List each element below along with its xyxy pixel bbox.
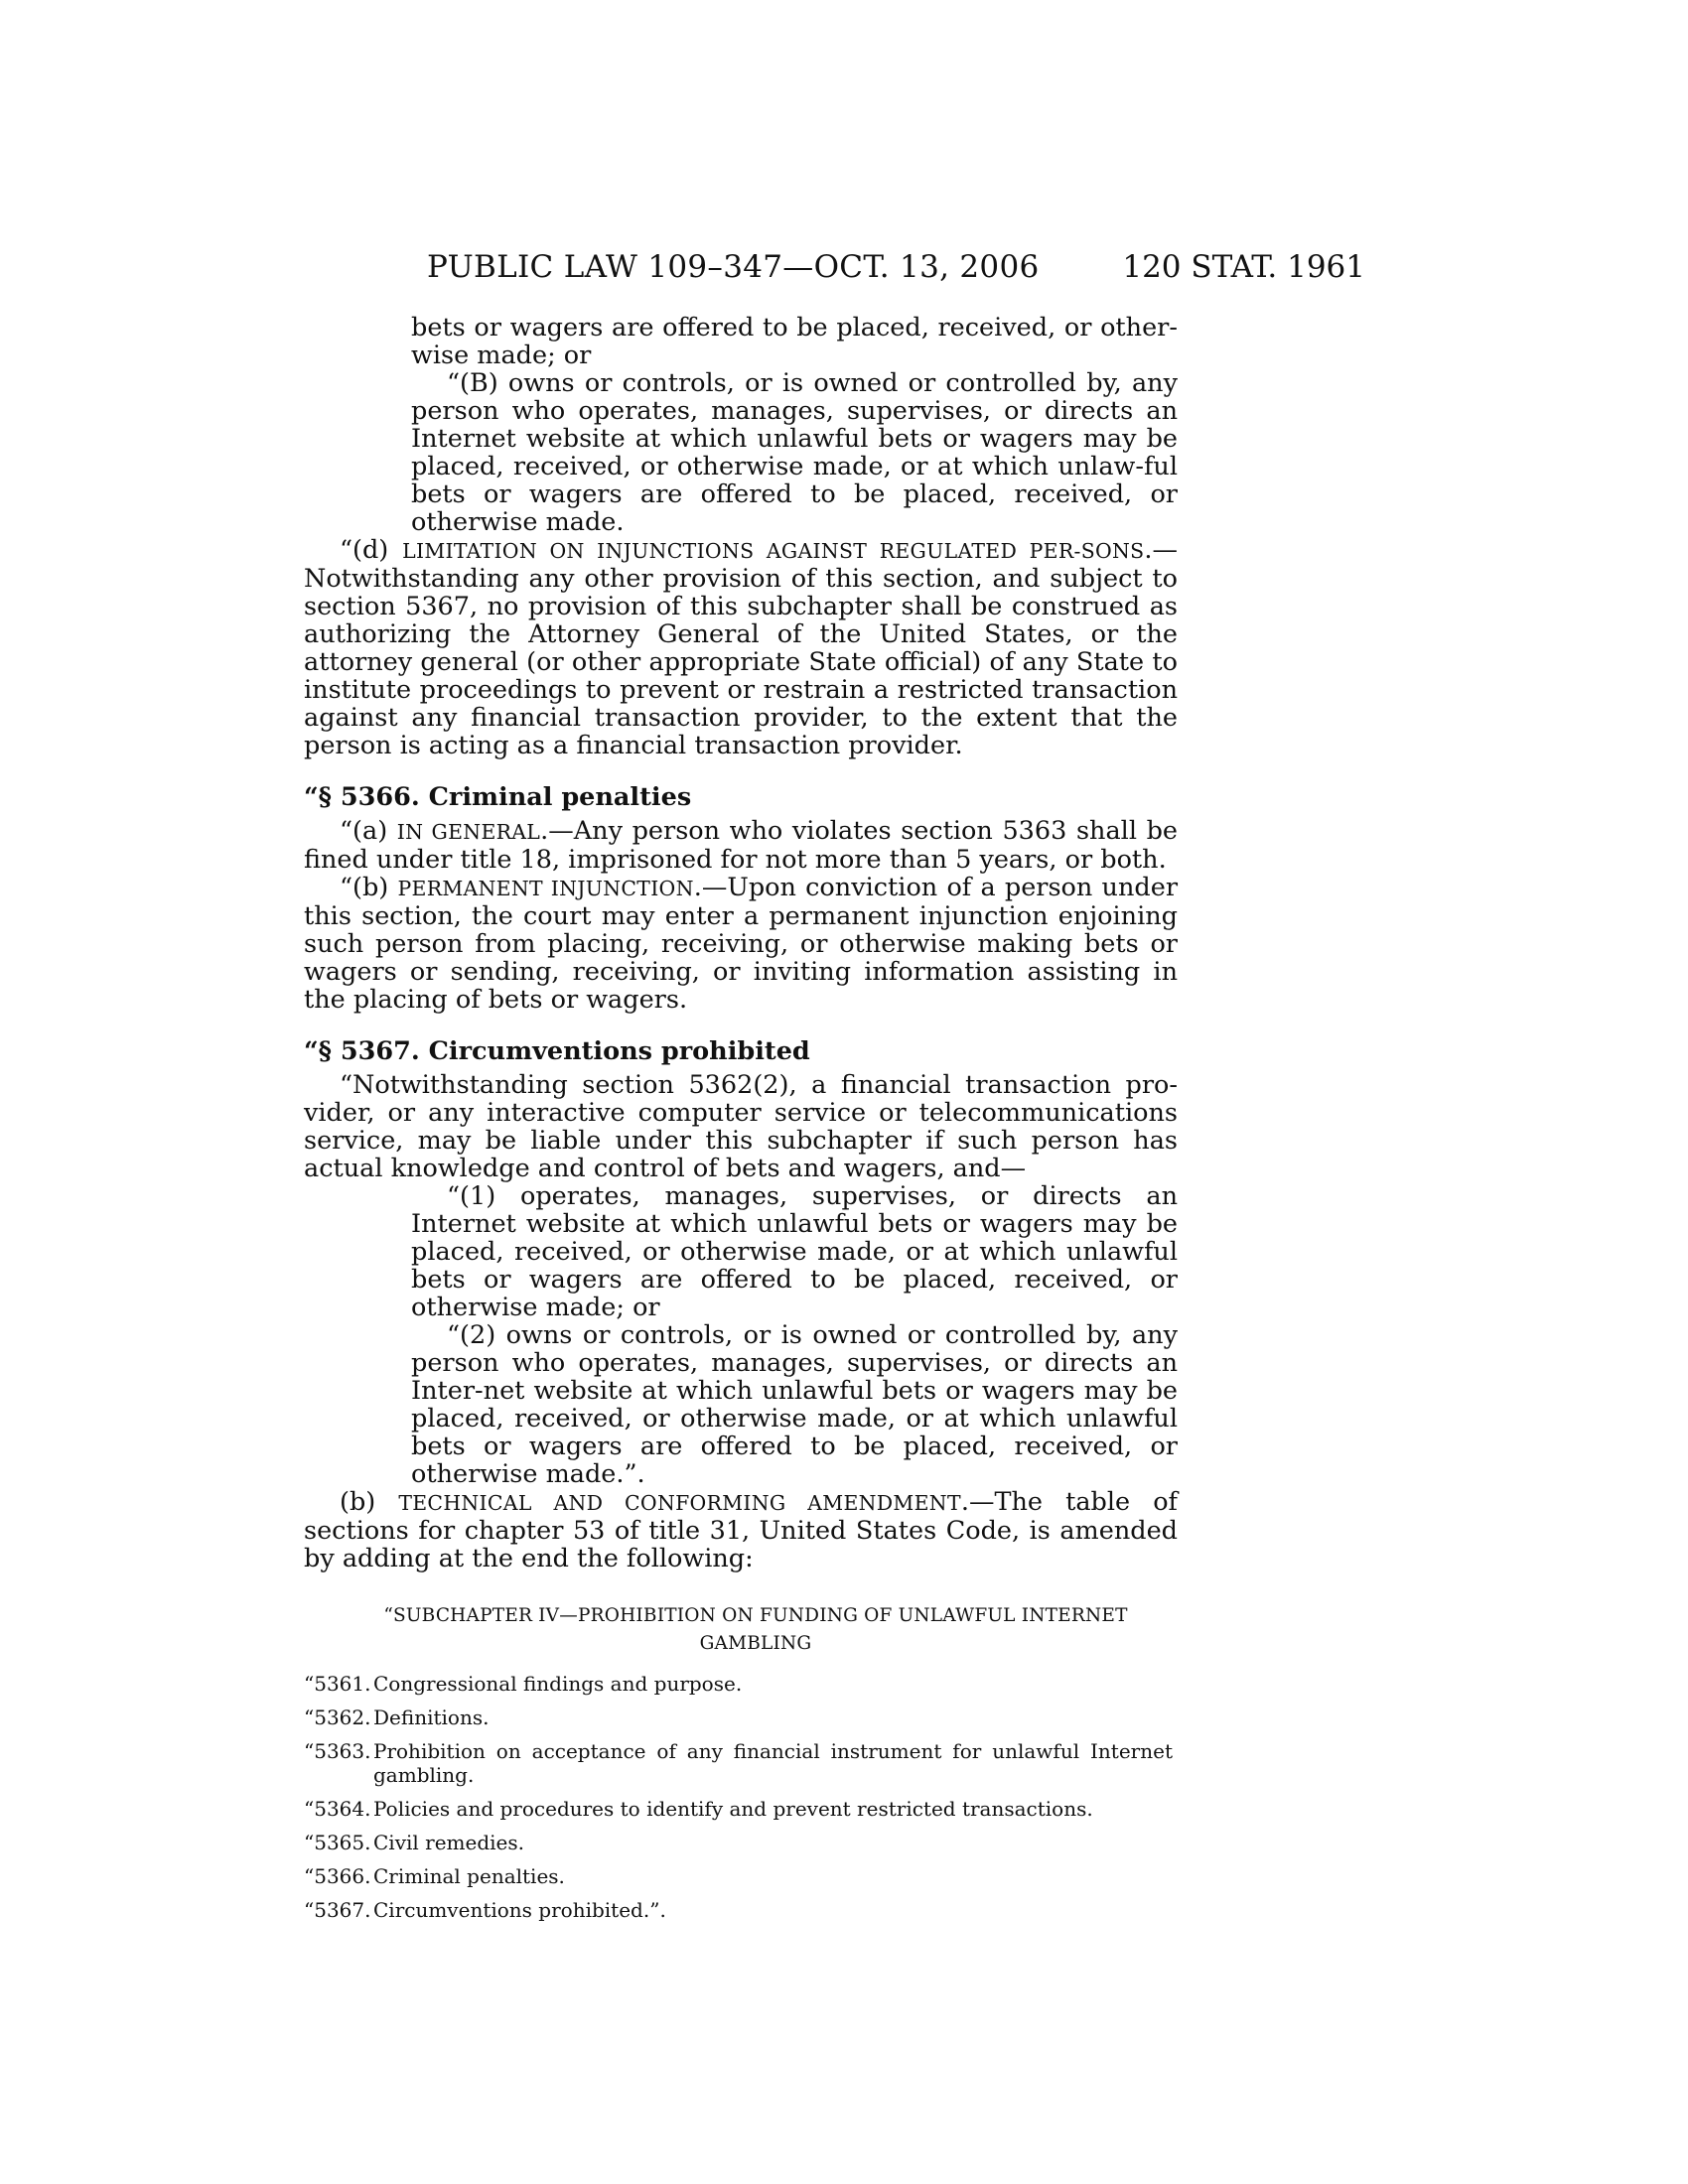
toc-item-number: “5366.	[304, 1864, 371, 1888]
toc-item-number: “5363.	[304, 1739, 371, 1763]
paragraph-continuation: bets or wagers are offered to be placed, received, or other-wise made; or	[411, 313, 1178, 370]
running-title: PUBLIC LAW 109–347—OCT. 13, 2006	[427, 249, 1040, 285]
table-of-sections	[304, 1672, 1178, 1922]
toc-item-text: Prohibition on acceptance of any financial instrument for unlawful Internet gambling.	[373, 1739, 1173, 1787]
amendment-b-heading: TECHNICAL AND CONFORMING AMENDMENT	[398, 1491, 961, 1515]
5366-a-prefix: “(a)	[340, 816, 397, 846]
5366-b-text: .—Upon conviction of a person under this section, the court may enter a permanent injunction enjoining such person from placing, receiving, or otherwise making bets or wagers or sending, receiving, or inviting information assisting in the placing of bets or wagers.	[304, 873, 1179, 1015]
paragraph-amendment-b	[304, 1488, 1178, 1572]
toc-item-text: Definitions.	[373, 1706, 490, 1729]
subsection-d-heading: LIMITATION ON INJUNCTIONS AGAINST REGULATED PER-SONS	[402, 539, 1145, 563]
toc-item	[304, 1706, 1178, 1729]
toc-item-number: “5364.	[304, 1797, 371, 1821]
toc-item	[304, 1864, 1178, 1888]
toc-item-number: “5362.	[304, 1706, 371, 1729]
5366-b-prefix: “(b)	[340, 873, 398, 902]
5366-a-heading: IN GENERAL	[396, 820, 541, 844]
toc-item-text: Congressional findings and purpose.	[373, 1672, 743, 1696]
toc-heading: “SUBCHAPTER IV—PROHIBITION ON FUNDING OF UNLAWFUL INTERNET GAMBLING	[383, 1605, 1128, 1654]
paragraph-5366-a	[304, 817, 1178, 874]
toc-item	[304, 1739, 1178, 1787]
section-5366-heading: “§ 5366. Criminal penalties	[304, 782, 692, 812]
stat-page-number: 120 STAT. 1961	[1122, 249, 1365, 285]
amendment-b-prefix: (b)	[340, 1487, 399, 1517]
paragraph-5367-2: “(2) owns or controls, or is owned or controlled by, any person who operates, manages, supervises, or directs an Inter-net website at which unlawful bets or wagers may be placed, received, or otherwise made, or at which unlawful bets or wagers are offered to be placed, received, or otherwise made.”.	[411, 1320, 1178, 1489]
toc-item-number: “5367.	[304, 1898, 371, 1922]
subsection-d-text: .—Notwithstanding any other provision of this section, and subject to section 5367, no provision of this subchapter shall be construed as authorizing the Attorney General of the United States, or the attorney general (or other appropriate State official) of any State to institute proceedings to prevent or restrain a restricted transaction against any financial transaction provider, to the extent that the person is acting as a financial transaction provider.	[304, 535, 1178, 760]
toc-item-number: “5365.	[304, 1831, 371, 1854]
5366-a-text: .—Any person who violates section 5363 shall be fined under title 18, imprisoned for not more than 5 years, or both.	[304, 816, 1178, 875]
document-body	[304, 314, 1178, 1932]
paragraph-5367-1: “(1) operates, manages, supervises, or directs an Internet website at which unlawful bets or wagers may be placed, received, or otherwise made, or at which unlawful bets or wagers are offered to be placed, received, or otherwise made; or	[411, 1181, 1178, 1322]
amendment-b-text: .—The table of sections for chapter 53 of title 31, United States Code, is amended by adding at the end the following:	[304, 1487, 1178, 1573]
toc-item	[304, 1831, 1178, 1854]
toc-item	[304, 1797, 1178, 1821]
paragraph-5367-intro: “Notwithstanding section 5362(2), a financial transaction pro-vider, or any interactive computer service or telecommunications service, may be liable under this subchapter if such person has actual knowledge and control of bets and wagers, and—	[304, 1070, 1178, 1183]
5366-b-heading: PERMANENT INJUNCTION	[397, 877, 694, 900]
toc-item	[304, 1898, 1178, 1922]
paragraph-subsection-d	[304, 536, 1178, 759]
subsection-d-prefix: “(d)	[340, 535, 403, 565]
toc-item	[304, 1672, 1178, 1696]
paragraph-subsection-b: “(B) owns or controls, or is owned or controlled by, any person who operates, manages, supervises, or directs an Internet website at which unlawful bets or wagers may be placed, received, or otherwise made, or at which unlaw-ful bets or wagers are offered to be placed, received, or otherwise made.	[411, 368, 1178, 537]
page-header	[298, 249, 1365, 289]
toc-item-text: Civil remedies.	[373, 1831, 525, 1854]
toc-item-text: Policies and procedures to identify and prevent restricted transactions.	[373, 1797, 1093, 1821]
toc-item-text: Circumventions prohibited.”.	[373, 1898, 666, 1922]
section-5367-heading: “§ 5367. Circumventions prohibited	[304, 1036, 810, 1066]
toc-item-text: Criminal penalties.	[373, 1864, 565, 1888]
paragraph-5366-b	[304, 874, 1178, 1014]
toc-item-number: “5361.	[304, 1672, 371, 1696]
